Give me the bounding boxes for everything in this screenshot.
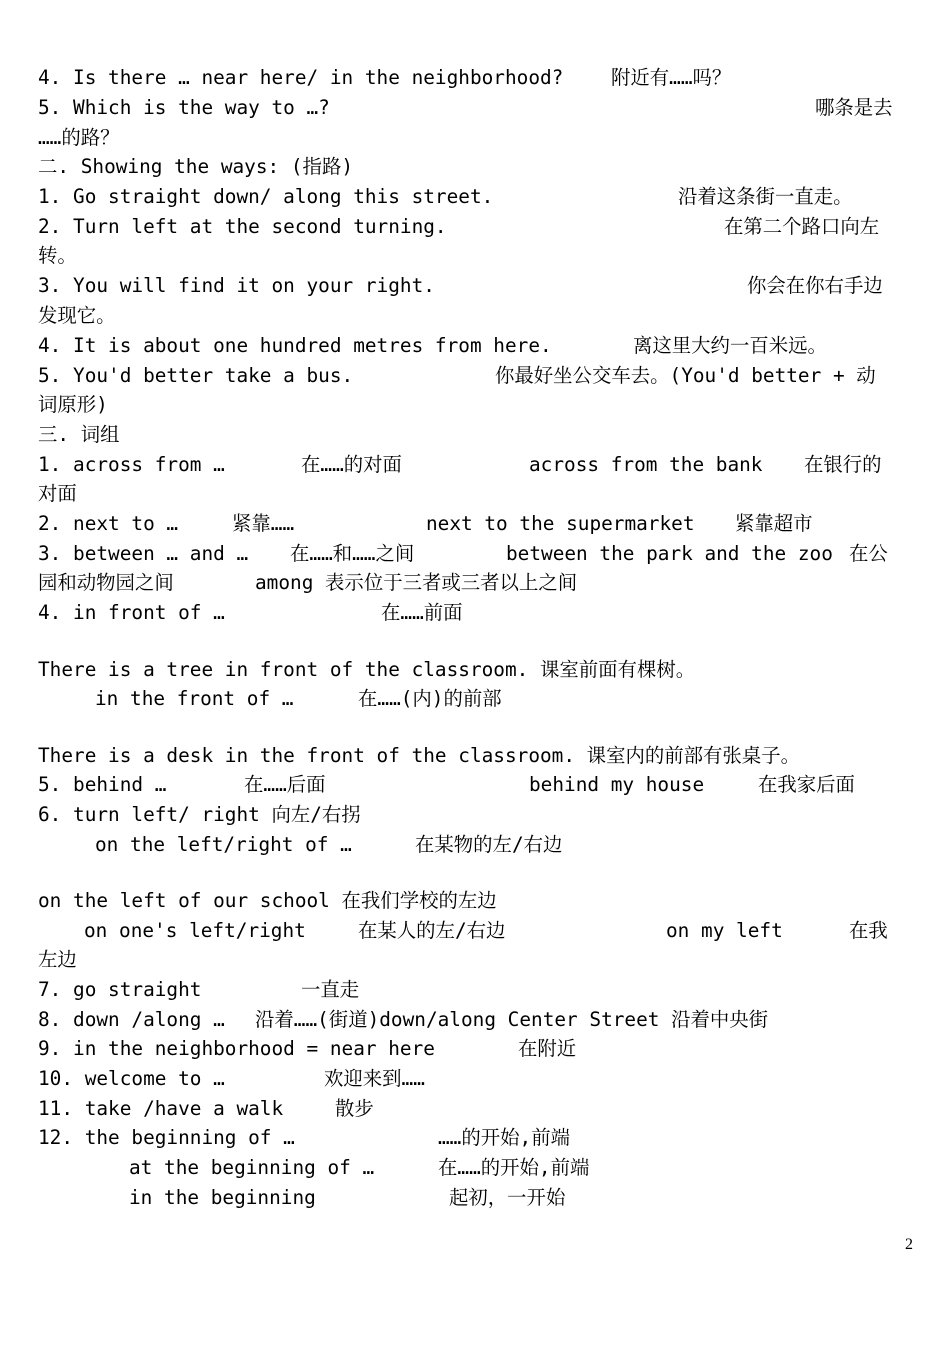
- text-segment: 在我: [849, 919, 888, 942]
- text-segment: 在银行的: [804, 453, 882, 476]
- text-segment: 沿着……(街道)down/along Center Street 沿着中央街: [255, 1008, 769, 1031]
- text-segment: 在某人的左/右边: [358, 919, 506, 942]
- text-segment: in the beginning: [129, 1186, 316, 1209]
- text-segment: 4. in front of …: [38, 601, 225, 624]
- text-segment: 一直走: [301, 978, 360, 1001]
- text-segment: 5. Which is the way to …?: [38, 96, 330, 119]
- text-segment: 词原形): [38, 393, 108, 416]
- text-segment: 附近有……吗？: [611, 66, 732, 89]
- text-segment: across from the bank: [529, 453, 763, 476]
- text-segment: 5. You'd better take a bus.: [38, 364, 354, 387]
- text-segment: 6. turn left/ right 向左/右拐: [38, 803, 361, 826]
- text-segment: 左边: [38, 948, 77, 971]
- text-segment: 三. 词组: [38, 423, 120, 446]
- text-segment: next to the supermarket: [426, 512, 695, 535]
- text-segment: 散步: [335, 1097, 374, 1120]
- text-segment: 1. across from …: [38, 453, 225, 476]
- text-segment: 在……后面: [244, 773, 326, 796]
- text-segment: ……的开始,前端: [438, 1126, 570, 1149]
- text-segment: 3. You will find it on your right.: [38, 274, 435, 297]
- text-segment: 发现它。: [38, 304, 116, 327]
- text-segment: 转。: [38, 244, 77, 267]
- text-segment: between the park and the zoo: [506, 542, 833, 565]
- text-segment: 在公: [849, 542, 888, 565]
- text-segment: 紧靠超市: [735, 512, 813, 535]
- text-segment: 二. Showing the ways: (指路): [38, 155, 354, 178]
- text-segment: 在……的对面: [301, 453, 402, 476]
- text-segment: 3. between … and …: [38, 542, 249, 565]
- text-segment: 2. next to …: [38, 512, 179, 535]
- text-segment: 园和动物园之间: [38, 571, 174, 594]
- text-segment: 沿着这条街一直走。: [678, 185, 853, 208]
- text-segment: 10. welcome to …: [38, 1067, 225, 1090]
- text-segment: There is a desk in the front of the classroom. 课室内的前部有张桌子。: [38, 744, 800, 767]
- text-segment: in the front of …: [95, 687, 294, 710]
- text-segment: on the left of our school 在我们学校的左边: [38, 889, 497, 912]
- text-segment: 9. in the neighborhood = near here: [38, 1037, 435, 1060]
- text-segment: 对面: [38, 482, 77, 505]
- page-number: 2: [905, 1236, 913, 1253]
- text-segment: 在……(内)的前部: [358, 687, 502, 710]
- text-segment: 1. Go straight down/ along this street.: [38, 185, 494, 208]
- text-segment: ……的路？: [38, 126, 120, 149]
- text-segment: on the left/right of …: [95, 833, 352, 856]
- text-segment: 11. take /have a walk: [38, 1097, 284, 1120]
- text-segment: 在第二个路口向左: [724, 215, 880, 238]
- text-segment: There is a tree in front of the classroom. 课室前面有棵树。: [38, 658, 696, 681]
- text-segment: behind my house: [529, 773, 705, 796]
- text-segment: at the beginning of …: [129, 1156, 375, 1179]
- text-segment: on one's left/right: [84, 919, 306, 942]
- text-segment: 在我家后面: [758, 773, 855, 796]
- text-segment: 2. Turn left at the second turning.: [38, 215, 447, 238]
- text-segment: 7. go straight: [38, 978, 202, 1001]
- text-segment: 8. down /along …: [38, 1008, 225, 1031]
- text-segment: 离这里大约一百米远。: [633, 334, 827, 357]
- text-segment: 欢迎来到……: [324, 1067, 425, 1090]
- text-segment: 紧靠……: [232, 512, 295, 535]
- text-segment: 起初，一开始: [449, 1186, 566, 1209]
- text-segment: 12. the beginning of …: [38, 1126, 295, 1149]
- text-segment: 4. Is there … near here/ in the neighborhood?: [38, 66, 564, 89]
- text-segment: 在某物的左/右边: [415, 833, 563, 856]
- text-segment: 你最好坐公交车去。(You'd better + 动: [495, 364, 876, 387]
- text-segment: 哪条是去: [815, 96, 893, 119]
- text-segment: 在……前面: [381, 601, 463, 624]
- text-segment: among 表示位于三者或三者以上之间: [255, 571, 578, 594]
- text-segment: 你会在你右手边: [747, 274, 883, 297]
- text-segment: 在附近: [518, 1037, 577, 1060]
- text-segment: 在……的开始,前端: [438, 1156, 590, 1179]
- text-segment: 4. It is about one hundred metres from here.: [38, 334, 552, 357]
- text-segment: 5. behind …: [38, 773, 167, 796]
- text-segment: on my left: [666, 919, 783, 942]
- text-segment: 在……和……之间: [290, 542, 415, 565]
